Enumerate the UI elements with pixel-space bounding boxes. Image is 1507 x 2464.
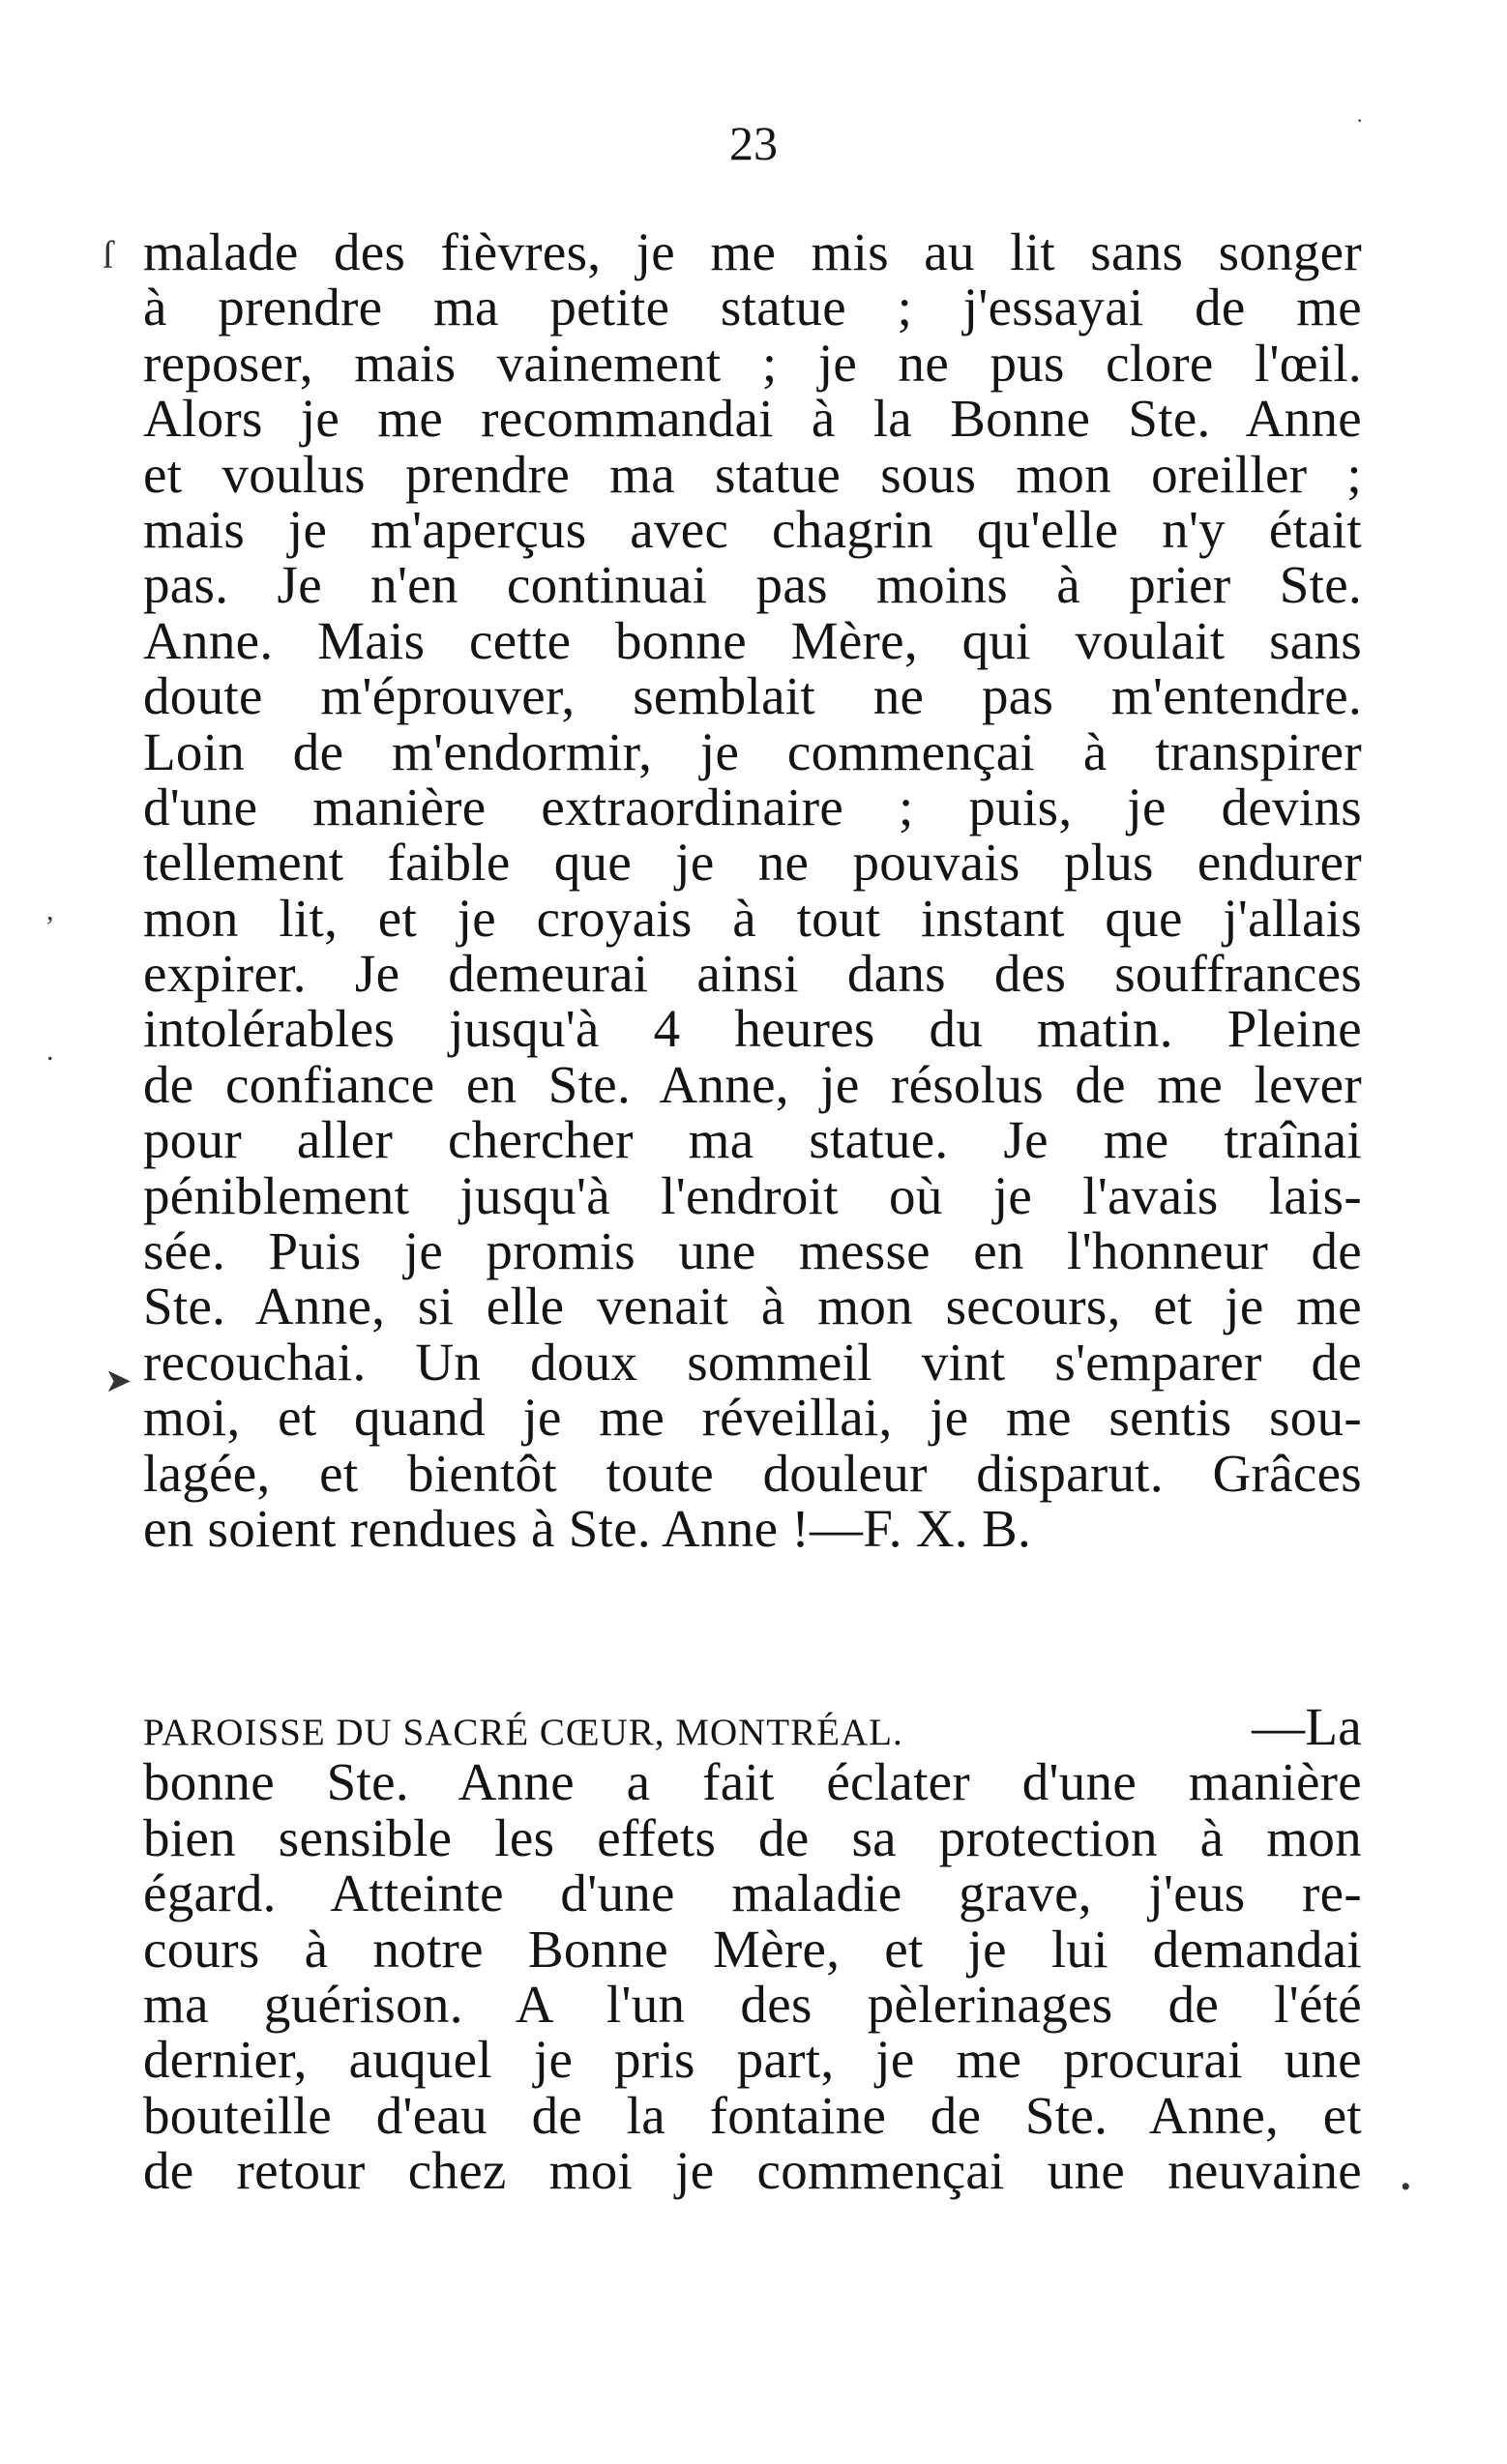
text-line: Anne. Mais cette bonne Mère, qui voulait sans (143, 610, 1362, 670)
text-line: en soient rendues à Ste. Anne !—F. X. B. (143, 1498, 1032, 1558)
heading-tail: —La (1252, 1697, 1362, 1756)
text-line: expirer. Je demeurai ainsi dans des souffrances (143, 944, 1362, 1004)
text-line: péniblement jusqu'à l'endroit où je l'avais lais- (143, 1165, 1362, 1225)
margin-comma: , (46, 895, 54, 926)
page-number: 23 (729, 116, 778, 170)
text-line: bouteille d'eau de la fontaine de Ste. Anne, et (143, 2085, 1362, 2145)
margin-dot: . (46, 1035, 54, 1067)
margin-dot-top-right: · (1356, 108, 1364, 132)
text-line: Ste. Anne, si elle venait à mon secours, et je me (143, 1276, 1362, 1336)
margin-dot-bottom-right: • (1401, 2171, 1411, 2203)
text-line: égard. Atteinte d'une maladie grave, j'eus re- (143, 1863, 1362, 1923)
text-line: sée. Puis je promis une messe en l'honneur de (143, 1221, 1362, 1281)
paragraph-testimony-1 (143, 224, 1362, 1556)
text-line: d'une manière extraordinaire ; puis, je devins (143, 777, 1362, 836)
text-line: reposer, mais vainement ; je ne pus clore l'œil. (143, 333, 1362, 393)
text-line: recouchai. Un doux sommeil vint s'emparer de (143, 1332, 1362, 1392)
margin-mark-top-left: ſ (103, 233, 114, 277)
text-line: pour aller chercher ma statue. Je me traînai (143, 1110, 1362, 1170)
text-line: et voulus prendre ma statue sous mon oreiller ; (143, 444, 1362, 504)
text-line: mais je m'aperçus avec chagrin qu'elle n'y était (143, 499, 1362, 559)
text-line: intolérables jusqu'à 4 heures du matin. Pleine (143, 999, 1362, 1059)
text-line: malade des fièvres, je me mis au lit sans songer (143, 222, 1362, 281)
paragraph-testimony-2 (143, 1699, 1362, 2199)
text-line: Alors je me recommandai à la Bonne Ste. Anne (143, 389, 1362, 449)
text-line: tellement faible que je ne pouvais plus endurer (143, 833, 1362, 893)
text-line: Loin de m'endormir, je commençai à transpirer (143, 721, 1362, 781)
text-line: bonne Ste. Anne a fait éclater d'une manière (143, 1752, 1362, 1812)
text-line: ma guérison. A l'un des pèlerinages de l'été (143, 1974, 1362, 2034)
paragraph-heading-line (143, 1699, 1362, 1754)
text-line: dernier, auquel je pris part, je me procurai une (143, 2030, 1362, 2090)
text-line: doute m'éprouver, semblait ne pas m'entendre. (143, 666, 1362, 726)
text-line: cours à notre Bonne Mère, et je lui demandai (143, 1919, 1362, 1979)
margin-arrow-icon: ➤ (104, 1364, 133, 1399)
parish-heading: PAROISSE DU SACRÉ CŒUR, MONTRÉAL. (143, 1712, 903, 1753)
text-line: de confiance en Ste. Anne, je résolus de me lever (143, 1054, 1362, 1114)
text-line: moi, et quand je me réveillai, je me sentis sou- (143, 1388, 1362, 1448)
text-line: à prendre ma petite statue ; j'essayai de me (143, 278, 1362, 337)
text-line: bien sensible les effets de sa protection à mon (143, 1807, 1362, 1867)
text-line: de retour chez moi je commençai une neuvaine (143, 2141, 1362, 2201)
text-line: lagée, et bientôt toute douleur disparut. Grâces (143, 1443, 1362, 1503)
text-line: pas. Je n'en continuai pas moins à prier Ste. (143, 555, 1362, 615)
text-line: mon lit, et je croyais à tout instant que j'allais (143, 888, 1362, 948)
